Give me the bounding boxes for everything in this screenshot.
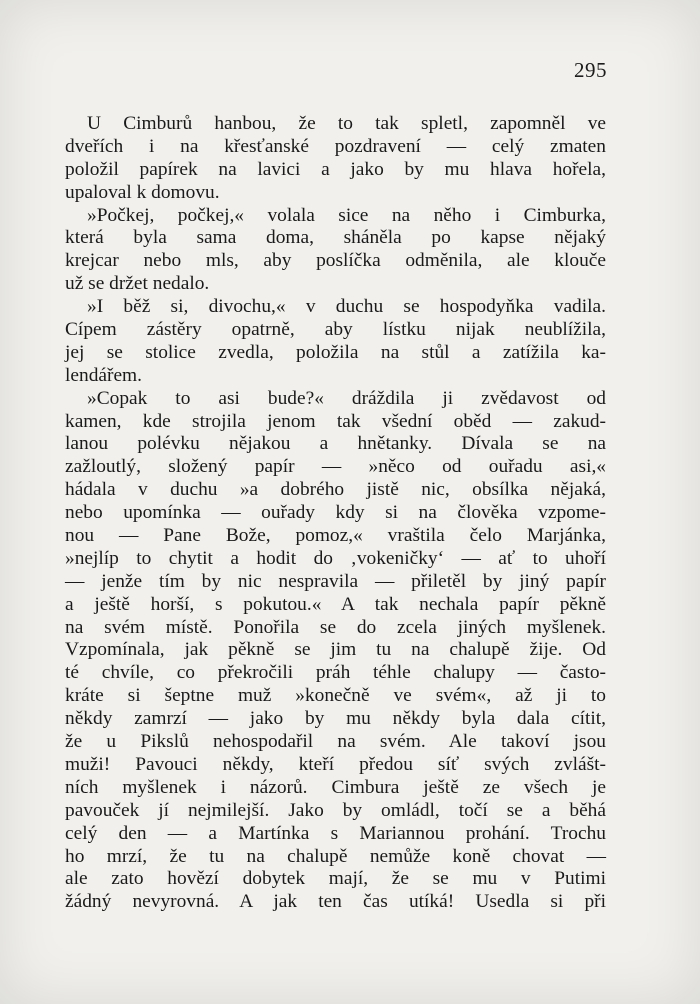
page-number: 295 [574, 58, 607, 82]
text-line: žádný nevyrovná. A jak ten čas utíká! Usedla si při [65, 891, 606, 913]
text-line: celý den — a Martínka s Mariannou prohání. Trochu [65, 822, 606, 844]
text-line: položil papírek na lavici a jako by mu hlava hořela, [65, 158, 606, 180]
text-line: U Cimburů hanbou, že to tak spletl, zapomněl ve [87, 113, 606, 134]
text-line: pavouček jí nejmilejší. Jako by omládl, točí se a běhá [65, 799, 606, 821]
text-line: »Copak to asi bude?« dráždila ji zvědavost od [87, 387, 606, 409]
text-line: »nejlíp to chytit a hodit do ‚vokeničky‘ — ať to uhoří [65, 547, 606, 569]
text-line: kamen, kde strojila jenom tak všední oběd — zakud- [65, 410, 606, 432]
text-line: už se držet nedalo. [65, 273, 210, 295]
text-line: — jenže tím by nic nespravila — přiletěl by jiný papír [65, 570, 606, 592]
text-line: lendářem. [65, 364, 142, 386]
text-line: která byla sama doma, sháněla po kapse nějaký [65, 227, 606, 249]
text-line: že u Pikslů nehospodařil na svém. Ale takoví jsou [65, 731, 606, 753]
text-line: »I běž si, divochu,« v duchu se hospodyňka vadila. [87, 296, 606, 318]
text-line: krejcar nebo mls, aby poslíčka odměnila, ale klouče [65, 250, 606, 272]
text-line: Cípem zástěry opatrně, aby lístku nijak neublížila, [65, 319, 606, 341]
text-line: ale zato hovězí dobytek mají, že se mu v Putimi [65, 868, 606, 890]
text-line: »Počkej, počkej,« volala sice na něho i Cimburka, [87, 204, 606, 226]
text-line: zažloutlý, složený papír — »něco od ouřadu asi,« [65, 456, 606, 478]
text-line: někdy zamrzí — jako by mu někdy byla dala cítit, [65, 708, 606, 730]
text-line: upaloval k domovu. [65, 181, 220, 203]
body-text [65, 113, 606, 914]
text-line: nou — Pane Bože, pomoz,« vraštila čelo Marjánka, [65, 525, 606, 547]
text-line: ních myšlenek i názorů. Cimbura ještě ze všech je [65, 776, 606, 798]
text-line: lanou polévku nějakou a hnětanky. Dívala se na [65, 433, 606, 455]
text-line: dveřích i na křesťanské pozdravení — celý zmaten [65, 135, 606, 157]
text-line: a ještě horší, s pokutou.« A tak nechala papír pěkně [65, 593, 606, 615]
text-line: hádala v duchu »a dobrého jistě nic, obsílka nějaká, [65, 479, 606, 501]
text-line: ho mrzí, že tu na chalupě nemůže koně chovat — [65, 845, 606, 867]
text-line: nebo upomínka — ouřady kdy si na člověka vzpome- [65, 502, 606, 524]
text-line: kráte si šeptne muž »konečně ve svém«, až ji to [65, 685, 606, 707]
text-line: muži! Pavouci někdy, kteří předou síť svých zvlášt- [65, 753, 606, 775]
text-line: Vzpomínala, jak pěkně se jim tu na chalupě žije. Od [65, 639, 606, 661]
text-line: na svém místě. Ponořila se do zcela jiných myšlenek. [65, 616, 606, 638]
text-line: jej se stolice zvedla, položila na stůl a zatížila ka- [65, 341, 606, 363]
text-line: té chvíle, co překročili práh téhle chalupy — často- [65, 662, 606, 684]
